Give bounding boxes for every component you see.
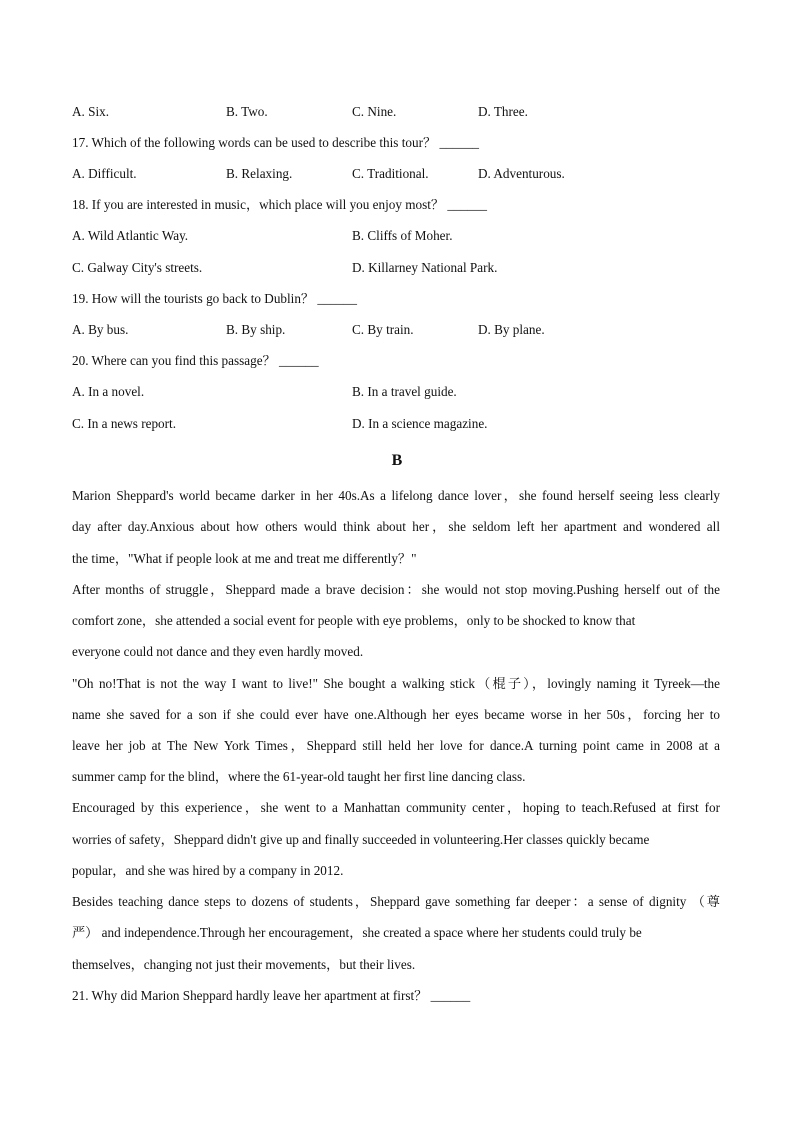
passage-line: comfort zone，she attended a social event for people with eye problems，only to be shocked to know that (72, 613, 636, 628)
passage-line: day after day.Anxious about how others would think about her，she seldom left her apartment and wondered all (72, 519, 720, 534)
passage-line: Marion Sheppard's world became darker in her 40s.As a lifelong dance lover，she found herself seeing less clearly (72, 488, 720, 503)
passage-line: popular，and she was hired by a company in 2012. (72, 863, 344, 878)
q20-option-b: B. In a travel guide. (352, 384, 457, 399)
passage-line: "Oh no!That is not the way I want to live!" She bought a walking stick（棍子），lovingly naming it Tyreek—the (72, 676, 720, 691)
passage-line: name she saved for a son if she could ever have one.Although her eyes became worse in her 50s，forcing her to (72, 707, 720, 722)
q18-option-c: C. Galway City's streets. (72, 260, 203, 275)
q20-option-c: C. In a news report. (72, 416, 177, 431)
passage-line: themselves，changing not just their movements，but their lives. (72, 957, 416, 972)
q18-question: 18. If you are interested in music，which place will you enjoy most？ ______ (72, 197, 487, 212)
q17-option-b: B. Relaxing. (226, 166, 293, 181)
q17-option-d: D. Adventurous. (478, 166, 565, 181)
passage-line: Encouraged by this experience，she went to a Manhattan community center，hoping to teach.Refused at first for (72, 800, 720, 815)
q21-question: 21. Why did Marion Sheppard hardly leave her apartment at first？ ______ (72, 988, 471, 1003)
q18-option-d: D. Killarney National Park. (352, 260, 498, 275)
q16-option-a: A. Six. (72, 104, 110, 119)
q20-option-a: A. In a novel. (72, 384, 145, 399)
q20-question: 20. Where can you find this passage？ ______ (72, 353, 319, 368)
passage-line: Besides teaching dance steps to dozens of students，Sheppard gave something far deeper：a sense of dignity （尊 (72, 894, 720, 909)
q16-option-b: B. Two. (226, 104, 268, 119)
q19-option-c: C. By train. (352, 322, 414, 337)
q18-option-b: B. Cliffs of Moher. (352, 228, 453, 243)
q20-option-d: D. In a science magazine. (352, 416, 488, 431)
q17-option-c: C. Traditional. (352, 166, 429, 181)
passage-line: 严） and independence.Through her encouragement，she created a space where her students could truly be (72, 925, 642, 940)
passage-line: leave her job at The New York Times，Sheppard still held her love for dance.A turning point came in 2008 at a (72, 738, 720, 753)
passage-line: summer camp for the blind，where the 61-year-old taught her first line dancing class. (72, 769, 526, 784)
q16-option-d: D. Three. (478, 104, 528, 119)
section-heading: B (391, 452, 403, 469)
q19-option-d: D. By plane. (478, 322, 545, 337)
passage-line: the time，"What if people look at me and treat me differently？" (72, 551, 417, 566)
passage-line: everyone could not dance and they even hardly moved. (72, 644, 364, 659)
q19-question: 19. How will the tourists go back to Dublin？ ______ (72, 291, 357, 306)
q17-option-a: A. Difficult. (72, 166, 137, 181)
q19-option-b: B. By ship. (226, 322, 286, 337)
q16-option-c: C. Nine. (352, 104, 397, 119)
q18-option-a: A. Wild Atlantic Way. (72, 228, 189, 243)
q17-question: 17. Which of the following words can be used to describe this tour？ ______ (72, 135, 480, 150)
passage-line: worries of safety，Sheppard didn't give up and finally succeeded in volunteering.Her classes quickly became (72, 832, 650, 847)
q19-option-a: A. By bus. (72, 322, 129, 337)
passage-line: After months of struggle，Sheppard made a brave decision：she would not stop moving.Pushing herself out of the (72, 582, 720, 597)
